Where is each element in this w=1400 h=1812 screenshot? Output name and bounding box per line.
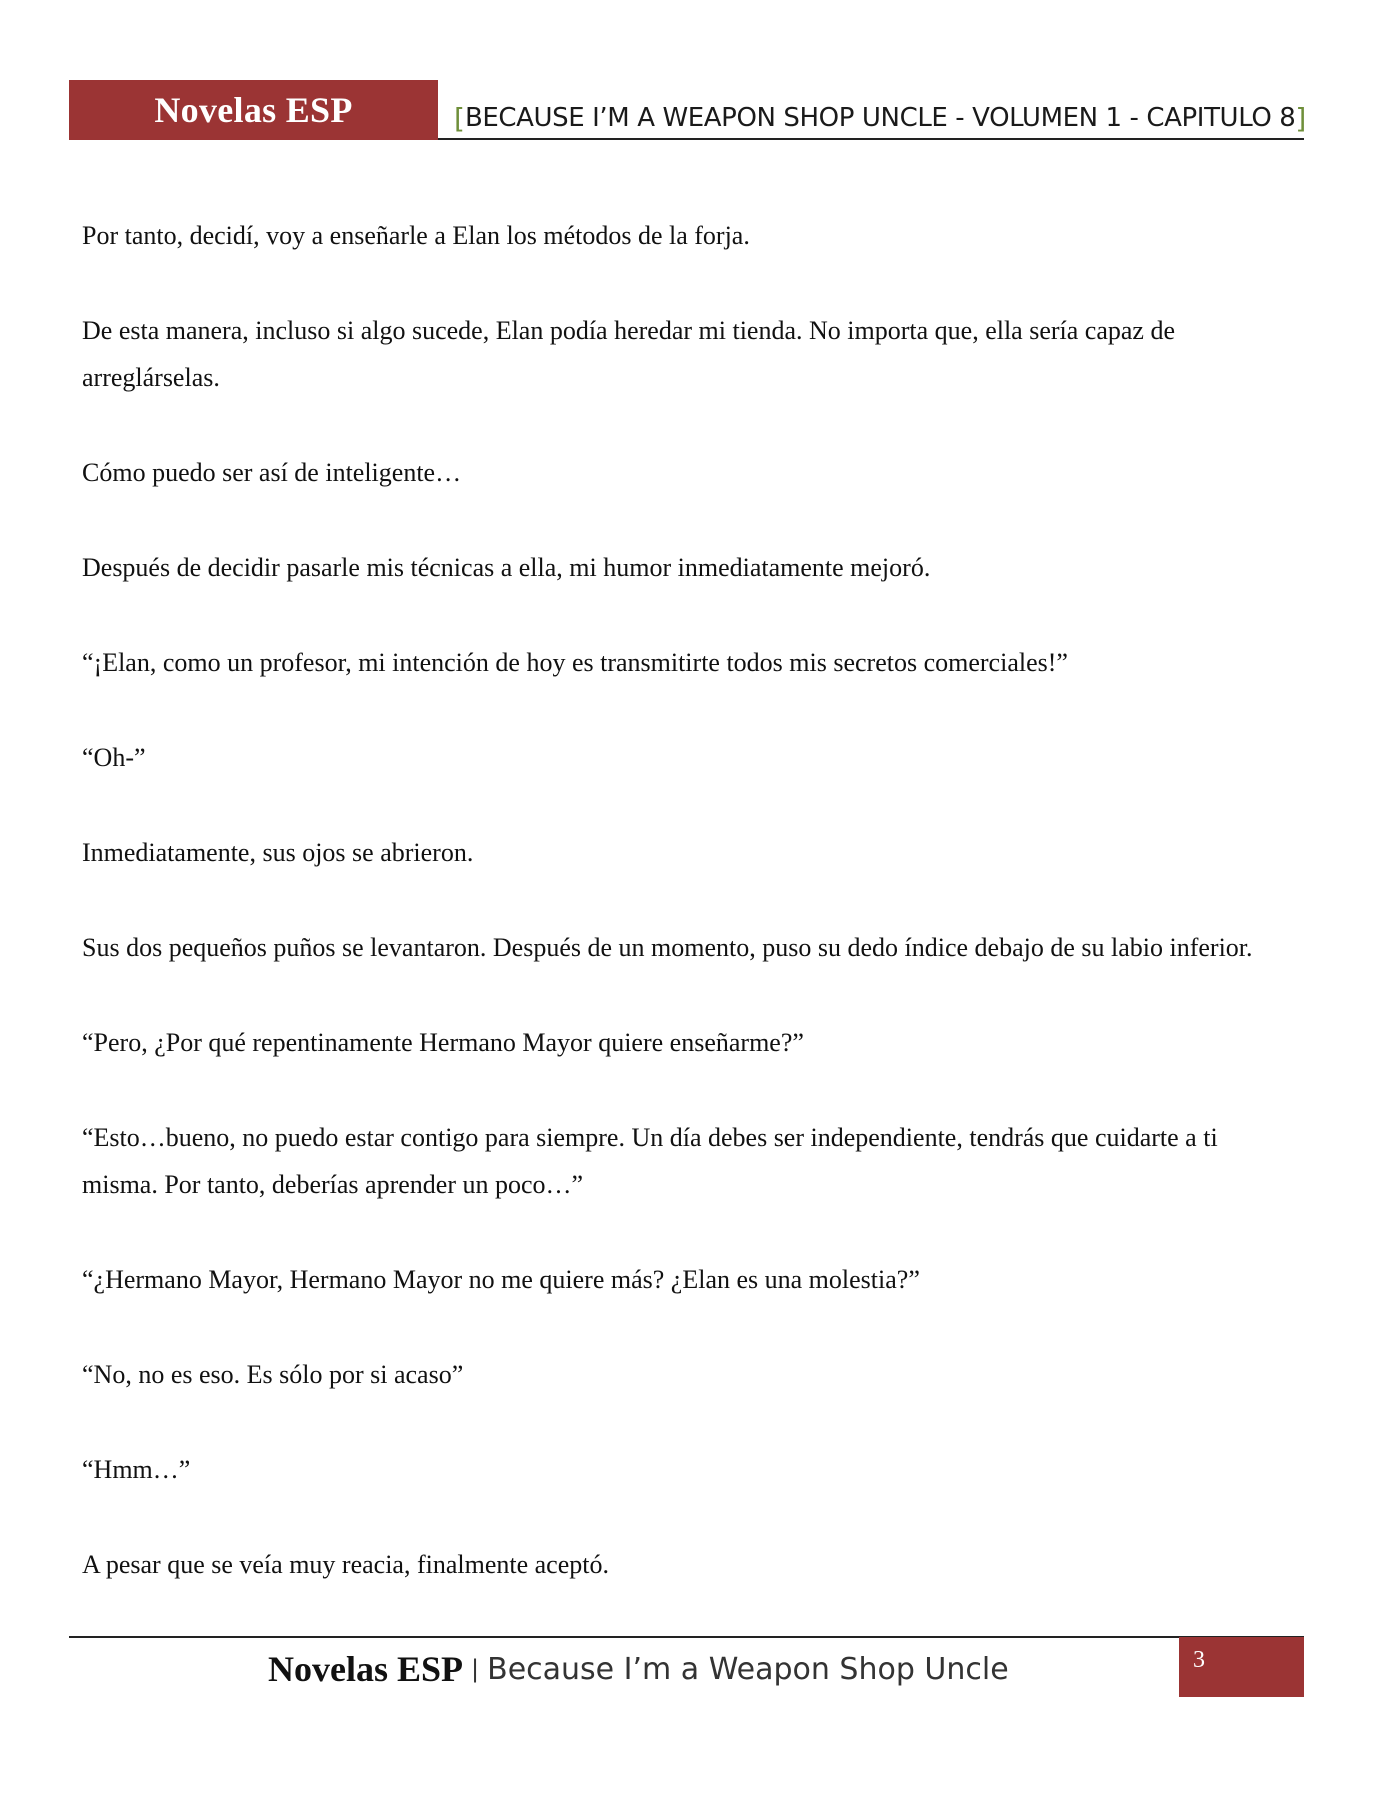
footer-book-title: Because I’m a Weapon Shop Uncle [487,1651,1009,1687]
footer-divider [69,1636,1304,1638]
footer-separator: | [471,1655,480,1683]
paragraph: Cómo puedo ser así de inteligente… [82,458,462,487]
paragraph: Por tanto, decidí, voy a enseñarle a Elan los métodos de la forja. [82,221,750,250]
paragraph: A pesar que se veía muy reacia, finalmente aceptó. [82,1550,609,1579]
page-header [69,80,1307,140]
header-open-bracket: [ [454,101,465,135]
paragraph: “¡Elan, como un profesor, mi intención de hoy es transmitirte todos mis secretos comerciales!” [82,648,1068,677]
header-brand-box [69,80,438,140]
chapter-body [82,212,1292,1636]
page-footer [268,1646,1009,1692]
header-divider [438,138,1304,140]
paragraph: “No, no es eso. Es sólo por si acaso” [82,1360,464,1389]
paragraph: Después de decidir pasarle mis técnicas a ella, mi humor inmediatamente mejoró. [82,553,931,582]
chapter-title: BECAUSE I’M A WEAPON SHOP UNCLE - VOLUMEN 1 - CAPITULO 8 [464,103,1296,133]
page-number-box [1179,1637,1304,1697]
paragraph: “Esto…bueno, no puedo estar contigo para siempre. Un día debes ser independiente, tendrás que cuidarte a ti misma. Por tanto, deberías aprender un poco…” [82,1123,1218,1199]
header-title-wrap [454,98,1307,138]
paragraph: De esta manera, incluso si algo sucede, Elan podía heredar mi tienda. No importa que, ella sería capaz de arreglárselas. [82,316,1176,392]
header-brand: Novelas ESP [154,90,353,130]
paragraph: “Oh-” [82,743,146,772]
paragraph: Inmediatamente, sus ojos se abrieron. [82,838,474,867]
footer-brand: Novelas ESP [268,1649,464,1689]
header-close-bracket: ] [1295,101,1307,135]
page-number: 3 [1193,1647,1205,1673]
paragraph: “¿Hermano Mayor, Hermano Mayor no me quiere más? ¿Elan es una molestia?” [82,1265,920,1294]
paragraph: “Hmm…” [82,1455,191,1484]
paragraph: “Pero, ¿Por qué repentinamente Hermano Mayor quiere enseñarme?” [82,1028,804,1057]
paragraph: Sus dos pequeños puños se levantaron. Después de un momento, puso su dedo índice debajo de su labio inferior. [82,933,1253,962]
